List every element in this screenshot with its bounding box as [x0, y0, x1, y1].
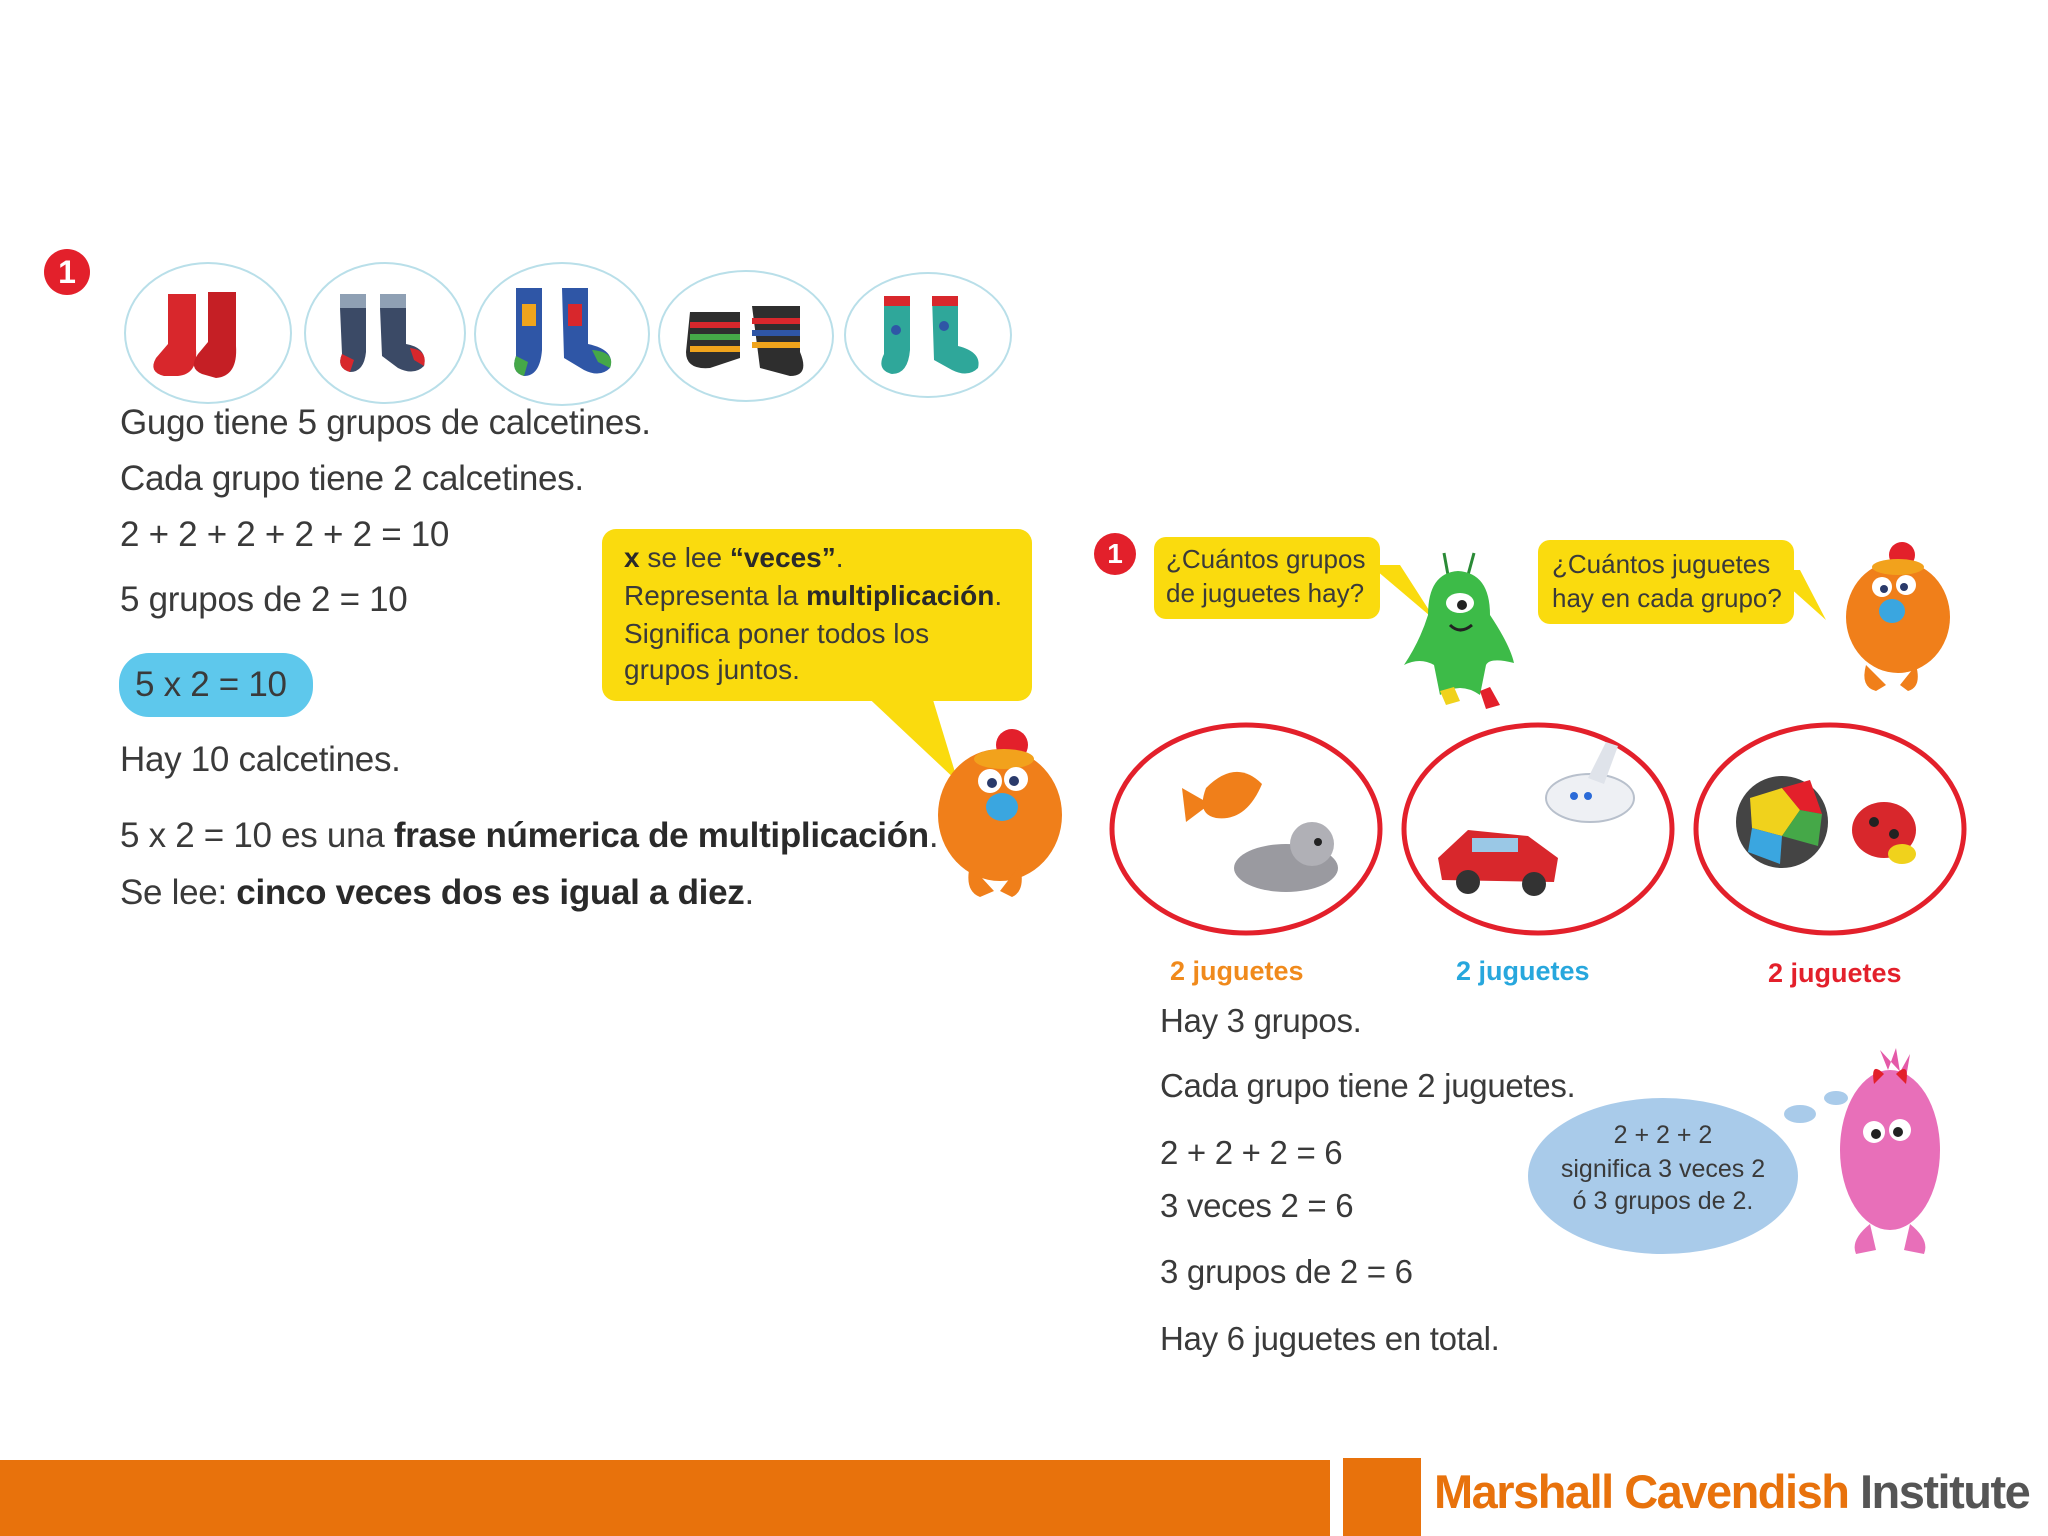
group-label-3: 2 juguetes: [1768, 958, 1902, 988]
right-line-5: 3 grupos de 2 = 6: [1160, 1253, 1413, 1290]
callout-line-2: [624, 579, 1002, 612]
group-label-1: 2 juguetes: [1170, 956, 1304, 986]
footer-bar-left: [0, 1460, 1330, 1536]
right-line-4: 3 veces 2 = 6: [1160, 1187, 1354, 1224]
right-line-3: 2 + 2 + 2 = 6: [1160, 1134, 1343, 1171]
left-line-6-bold: frase númerica de multiplicación: [393, 816, 929, 855]
left-line-6-pre: 5 x 2 = 10 es una: [120, 816, 394, 855]
striped-socks-icon: [660, 272, 832, 400]
green-alien-mascot: [1390, 545, 1530, 715]
navy-socks-icon: [306, 264, 464, 402]
question1-line-2: de juguetes hay?: [1166, 578, 1365, 608]
sock-group-striped: [658, 270, 834, 402]
group-label-2: 2 juguetes: [1456, 956, 1590, 986]
left-line-7-post: .: [744, 873, 754, 912]
multiplication-callout: [602, 529, 1032, 701]
orange-monster-mascot: [920, 715, 1080, 905]
question1-line-1: ¿Cuántos grupos: [1166, 544, 1366, 574]
orange-monster-small-mascot: [1820, 535, 1970, 695]
left-line-4: 5 grupos de 2 = 10: [120, 580, 408, 619]
exercise-number-badge: 1: [44, 249, 90, 295]
left-line-2: Cada grupo tiene 2 calcetines.: [120, 459, 584, 498]
callout-line-3: Significa poner todos los: [624, 618, 930, 649]
right-line-1: Hay 3 grupos.: [1160, 1002, 1362, 1039]
sock-groups: [124, 262, 1014, 404]
toy-group-3: [1690, 718, 1970, 940]
left-line-3: 2 + 2 + 2 + 2 + 2 = 10: [120, 515, 450, 554]
callout-line-1-mid: se lee: [639, 542, 730, 573]
sock-group-red: [124, 262, 292, 404]
left-line-5: Hay 10 calcetines.: [120, 740, 401, 779]
thought-line-2: significa 3 veces 2: [1560, 1155, 1766, 1183]
toy-group-1: [1106, 718, 1386, 940]
left-line-7-bold: cinco veces dos es igual a diez: [236, 873, 745, 912]
left-line-7: [120, 873, 754, 913]
left-line-6: [120, 816, 938, 856]
callout-line-1: [624, 541, 844, 574]
sock-group-blue: [474, 262, 650, 406]
brand-logo-part2: Institute: [1848, 1465, 2030, 1518]
question-bubble-each-group: [1538, 540, 1794, 624]
callout-times-symbol: x: [624, 542, 640, 573]
callout-line-4: grupos juntos.: [624, 654, 800, 685]
question2-line-1: ¿Cuántos juguetes: [1552, 549, 1771, 579]
multiplication-highlight-text: 5 x 2 = 10: [135, 665, 287, 704]
left-line-1: Gugo tiene 5 grupos de calcetines.: [120, 403, 651, 442]
sock-group-teal: [844, 272, 1012, 398]
thought-line-1: 2 + 2 + 2: [1613, 1121, 1713, 1149]
soccer-ball-toy-icon: [1736, 776, 1828, 868]
blue-socks-icon: [476, 264, 648, 404]
pink-monster-mascot: [1810, 1040, 1960, 1270]
callout-multiplicacion-word: multiplicación: [806, 580, 995, 611]
question2-line-2: hay en cada grupo?: [1552, 583, 1782, 613]
teal-socks-icon: [846, 274, 1010, 396]
right-exercise-number-badge: 1: [1094, 533, 1136, 575]
callout-line-2-pre: Representa la: [624, 580, 807, 611]
callout-veces-word: “veces”: [729, 542, 836, 573]
right-line-2: Cada grupo tiene 2 juguetes.: [1160, 1067, 1576, 1104]
callout-line-2-post: .: [994, 580, 1003, 611]
left-line-7-pre: Se lee:: [120, 873, 237, 912]
thought-bubble: [1528, 1098, 1798, 1254]
thought-line-3: ó 3 grupos de 2.: [1572, 1187, 1754, 1215]
brand-logo-part1: Marshall Cavendish: [1434, 1465, 1849, 1518]
right-line-6: Hay 6 juguetes en total.: [1160, 1320, 1500, 1357]
red-socks-icon: [126, 264, 290, 402]
question-bubble-groups: [1154, 537, 1380, 619]
footer-bar-square: [1343, 1458, 1421, 1536]
left-line-6-post: .: [928, 816, 939, 855]
toy-group-2: [1398, 718, 1678, 940]
multiplication-highlight: [119, 653, 313, 717]
callout-line-1-post: .: [835, 542, 844, 573]
brand-logo: [1434, 1462, 2029, 1522]
sock-group-navy: [304, 262, 466, 404]
